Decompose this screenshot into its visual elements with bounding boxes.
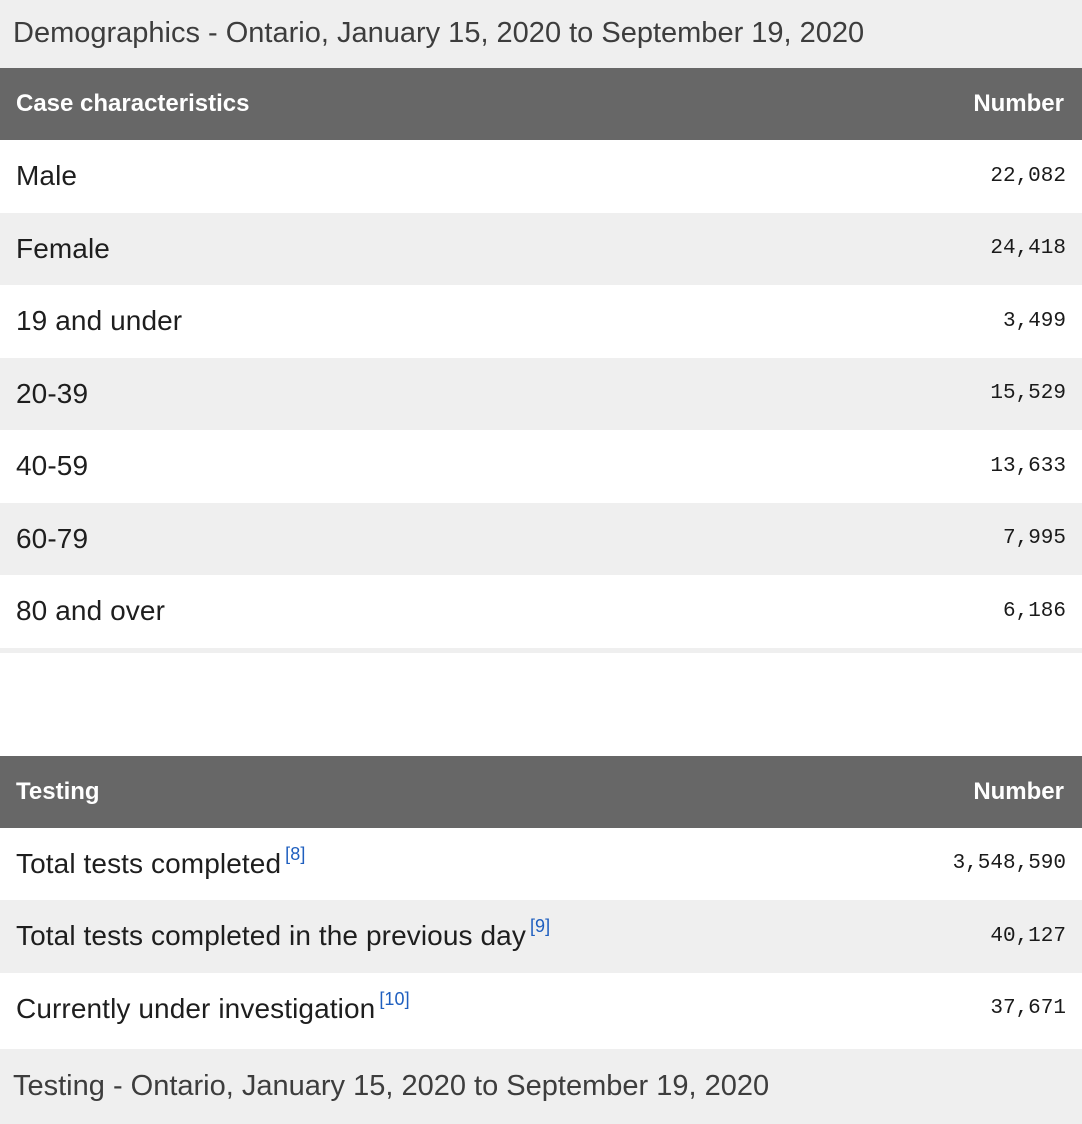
row-label: Female (0, 213, 782, 286)
row-label: 80 and over (0, 575, 782, 648)
table-row (0, 285, 1082, 358)
row-value: 6,186 (782, 575, 1082, 648)
table-row (0, 358, 1082, 431)
row-value: 13,633 (782, 430, 1082, 503)
footnote-link[interactable]: [8] (285, 843, 306, 864)
row-label-cell (0, 828, 782, 901)
demographics-table (0, 68, 1082, 648)
table-row (0, 213, 1082, 286)
demographics-caption-text: Demographics - Ontario, January 15, 2020 to September 19, 2020 (13, 16, 865, 49)
demographics-header-row (0, 68, 1082, 140)
row-value: 15,529 (782, 358, 1082, 431)
testing-caption-text: Testing - Ontario, January 15, 2020 to September 19, 2020 (13, 1070, 770, 1102)
table-row (0, 575, 1082, 648)
table-row (0, 140, 1082, 213)
footnote-link[interactable]: [9] (529, 916, 551, 937)
row-label: 60-79 (0, 503, 782, 576)
footnote-link[interactable]: [10] (379, 988, 410, 1009)
row-label: Total tests completed in the previous day (16, 920, 526, 952)
row-label: Currently under investigation (16, 992, 376, 1024)
row-label-cell (0, 973, 782, 1046)
table-row (0, 973, 1082, 1046)
row-value: 3,499 (782, 285, 1082, 358)
row-label: Total tests completed (16, 847, 282, 879)
row-value: 24,418 (782, 213, 1082, 286)
header-number: Number (782, 756, 1082, 828)
header-number: Number (782, 68, 1082, 140)
row-label-cell (0, 900, 782, 973)
row-value: 22,082 (782, 140, 1082, 213)
row-value: 7,995 (782, 503, 1082, 576)
testing-caption (0, 1049, 1082, 1124)
row-value: 37,671 (782, 973, 1082, 1046)
row-value: 3,548,590 (782, 828, 1082, 901)
row-value: 40,127 (782, 900, 1082, 973)
table-row (0, 900, 1082, 973)
header-case-characteristics: Case characteristics (0, 68, 782, 140)
row-label: 19 and under (0, 285, 782, 358)
row-label: Male (0, 140, 782, 213)
row-label: 20-39 (0, 358, 782, 431)
testing-header-row (0, 756, 1082, 828)
testing-table (0, 756, 1082, 1046)
section-spacer (0, 653, 1082, 756)
header-testing: Testing (0, 756, 782, 828)
table-row (0, 828, 1082, 901)
row-label: 40-59 (0, 430, 782, 503)
table-row (0, 430, 1082, 503)
demographics-caption (0, 0, 1082, 68)
table-row (0, 503, 1082, 576)
